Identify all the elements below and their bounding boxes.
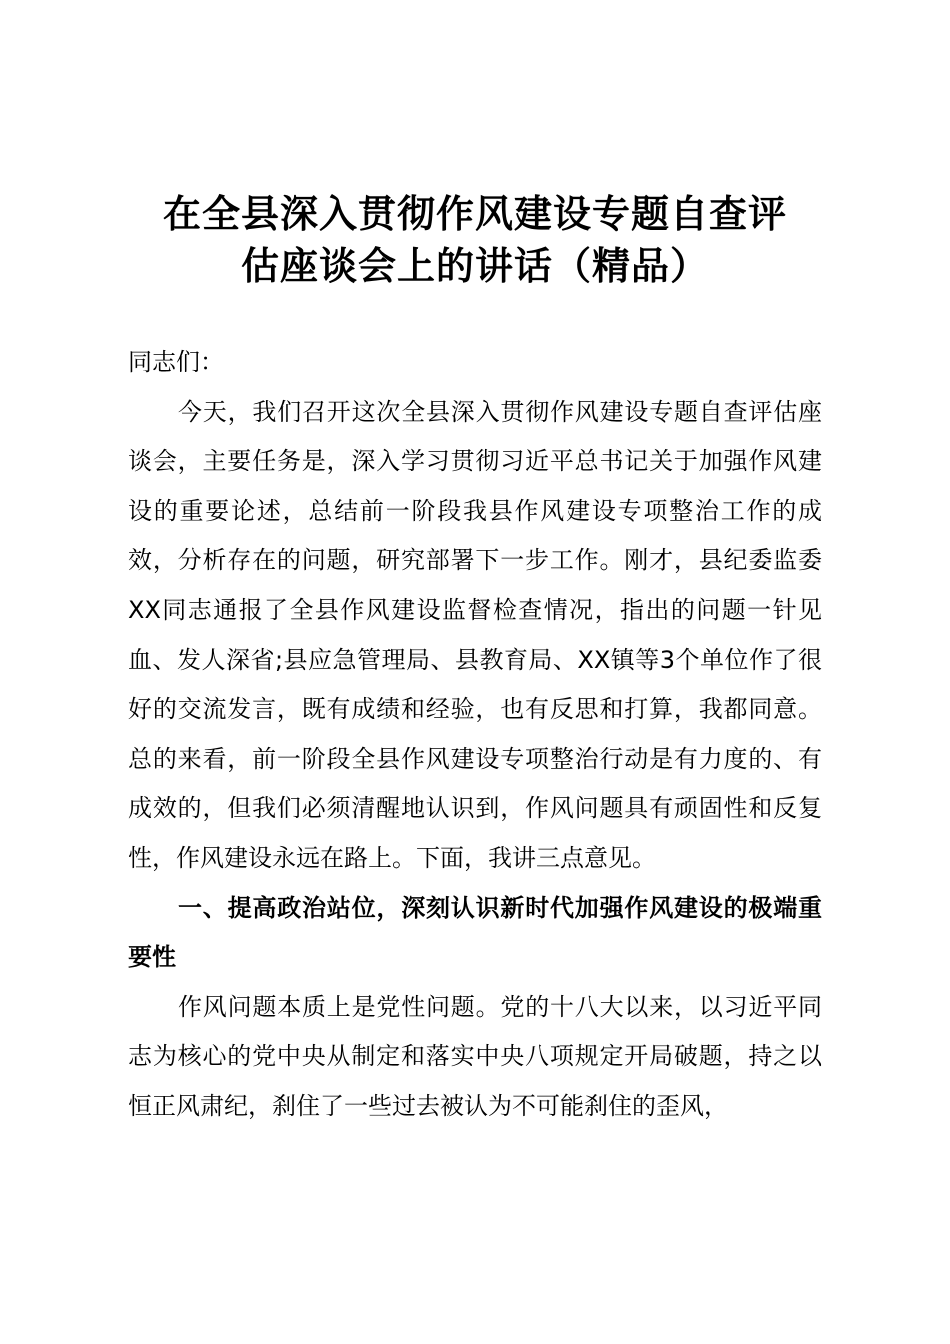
- document-body: [128, 338, 822, 1132]
- section-1-heading: 一、提高政治站位，深刻认识新时代加强作风建设的极端重要性: [128, 893, 822, 972]
- salutation: 同志们：: [128, 348, 224, 376]
- paragraph-1: 今天，我们召开这次全县深入贯彻作风建设专题自查评估座谈会，主要任务是，深入学习贯彻习近平总书记关于加强作风建设的重要论述，总结前一阶段我县作风建设专项整治工作的成效，分析存在的问题，研究部署下一步工作。刚才，县纪委监委XX同志通报了全县作风建设监督检查情况，指出的问题一针见血、发人深省;县应急管理局、县教育局、XX镇等3个单位作了很好的交流发言，既有成绩和经验，也有反思和打算，我都同意。总的来看，前一阶段全县作风建设专项整治行动是有力度的、有成效的，但我们必须清醒地认识到，作风问题具有顽固性和反复性，作风建设永远在路上。下面，我讲三点意见。: [128, 397, 822, 872]
- title-line-2: 估座谈会上的讲话（精品）: [240, 244, 709, 288]
- document-title: [128, 188, 822, 292]
- title-line-1: 在全县深入贯彻作风建设专题自查评: [162, 192, 787, 236]
- paragraph-2: 作风问题本质上是党性问题。党的十八大以来，以习近平同志为核心的党中央从制定和落实中央八项规定开局破题，持之以恒正风肃纪，刹住了一些过去被认为不可能刹住的歪风，: [128, 992, 822, 1120]
